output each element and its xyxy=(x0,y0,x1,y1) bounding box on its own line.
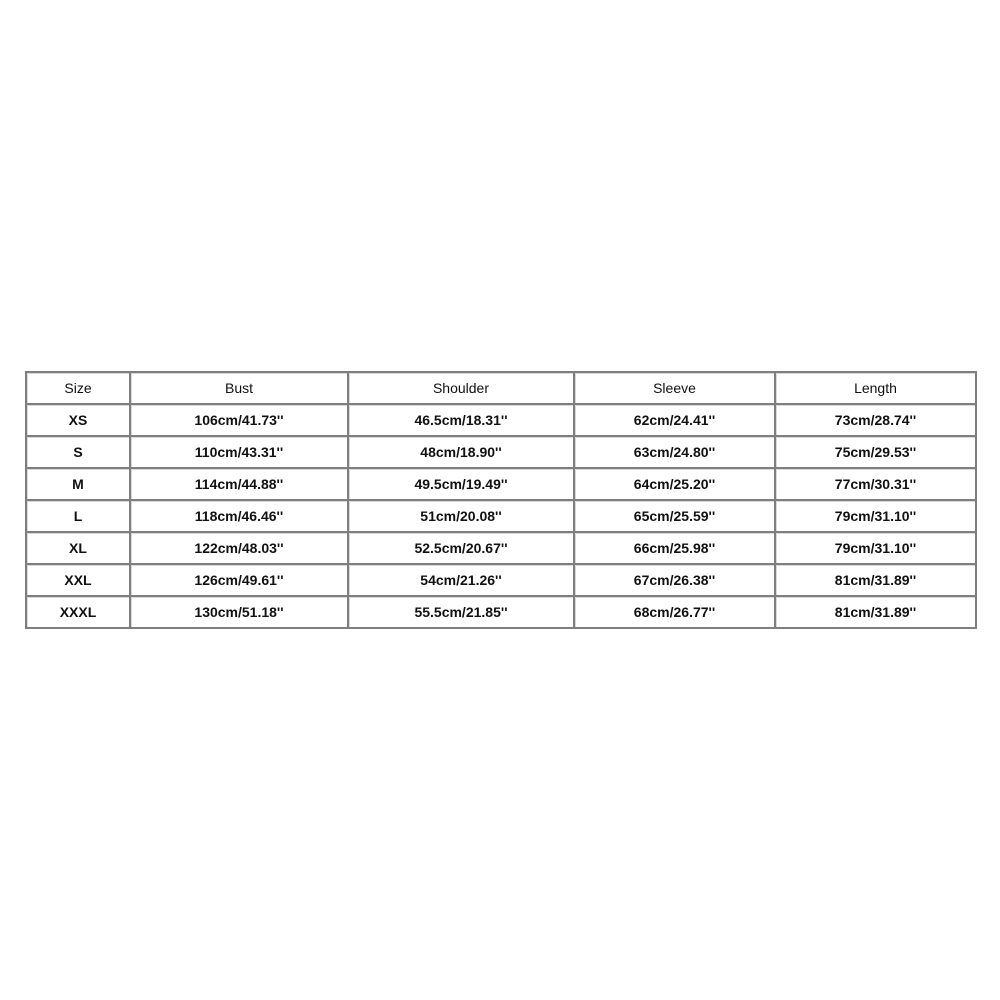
cell-length: 75cm/29.53'' xyxy=(775,436,976,468)
cell-sleeve: 67cm/26.38'' xyxy=(574,564,775,596)
cell-size: S xyxy=(26,436,130,468)
cell-length: 73cm/28.74'' xyxy=(775,404,976,436)
cell-length: 79cm/31.10'' xyxy=(775,532,976,564)
table-row xyxy=(26,468,976,500)
cell-sleeve: 64cm/25.20'' xyxy=(574,468,775,500)
cell-bust: 110cm/43.31'' xyxy=(130,436,348,468)
header-size: Size xyxy=(26,372,130,404)
cell-size: XS xyxy=(26,404,130,436)
cell-length: 79cm/31.10'' xyxy=(775,500,976,532)
cell-shoulder: 49.5cm/19.49'' xyxy=(348,468,574,500)
cell-bust: 106cm/41.73'' xyxy=(130,404,348,436)
cell-length: 77cm/30.31'' xyxy=(775,468,976,500)
header-length: Length xyxy=(775,372,976,404)
cell-bust: 118cm/46.46'' xyxy=(130,500,348,532)
table-row xyxy=(26,436,976,468)
cell-size: L xyxy=(26,500,130,532)
cell-sleeve: 62cm/24.41'' xyxy=(574,404,775,436)
table-row xyxy=(26,564,976,596)
cell-shoulder: 54cm/21.26'' xyxy=(348,564,574,596)
cell-shoulder: 48cm/18.90'' xyxy=(348,436,574,468)
cell-sleeve: 66cm/25.98'' xyxy=(574,532,775,564)
table-header-row xyxy=(26,372,976,404)
cell-length: 81cm/31.89'' xyxy=(775,596,976,628)
cell-length: 81cm/31.89'' xyxy=(775,564,976,596)
table-row xyxy=(26,532,976,564)
cell-bust: 114cm/44.88'' xyxy=(130,468,348,500)
table-row xyxy=(26,596,976,628)
cell-bust: 126cm/49.61'' xyxy=(130,564,348,596)
cell-size: XXL xyxy=(26,564,130,596)
cell-shoulder: 46.5cm/18.31'' xyxy=(348,404,574,436)
cell-shoulder: 51cm/20.08'' xyxy=(348,500,574,532)
cell-sleeve: 65cm/25.59'' xyxy=(574,500,775,532)
cell-sleeve: 68cm/26.77'' xyxy=(574,596,775,628)
header-sleeve: Sleeve xyxy=(574,372,775,404)
cell-sleeve: 63cm/24.80'' xyxy=(574,436,775,468)
cell-bust: 130cm/51.18'' xyxy=(130,596,348,628)
cell-size: XXXL xyxy=(26,596,130,628)
header-bust: Bust xyxy=(130,372,348,404)
table-row xyxy=(26,404,976,436)
cell-shoulder: 52.5cm/20.67'' xyxy=(348,532,574,564)
size-chart-table xyxy=(25,371,977,629)
cell-size: M xyxy=(26,468,130,500)
cell-shoulder: 55.5cm/21.85'' xyxy=(348,596,574,628)
header-shoulder: Shoulder xyxy=(348,372,574,404)
cell-bust: 122cm/48.03'' xyxy=(130,532,348,564)
cell-size: XL xyxy=(26,532,130,564)
table-row xyxy=(26,500,976,532)
